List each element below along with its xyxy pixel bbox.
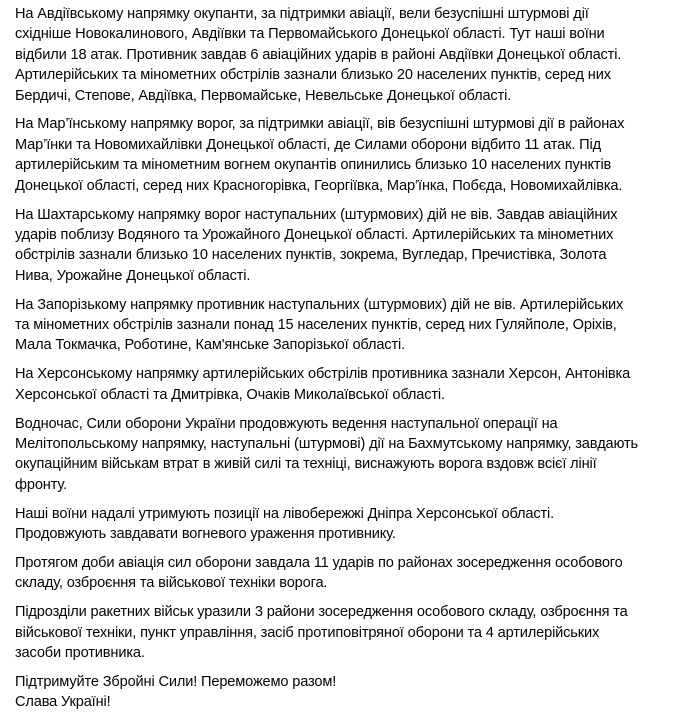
paragraph-line: Наші воїни надалі утримують позиції на лівобережжі Дніпра Херсонської області. (15, 505, 555, 522)
paragraph-line: Донецької області, серед них Красногорівка, Георгіївка, Мар’їнка, Побєда, Новомихайлівка. (15, 177, 623, 194)
post-paragraph (15, 414, 675, 496)
paragraph-line: окупаційним військам втрат в живій силі та техніці, виснажують ворога вздовж всієї лінії (15, 456, 597, 473)
post-paragraph (15, 504, 675, 545)
paragraph-line: засоби противника. (15, 644, 145, 661)
paragraph-line: Підтримуйте Збройні Сили! Переможемо разом! (15, 673, 337, 690)
paragraph-line: ударів поблизу Водяного та Урожайного Донецької області. Артилерійських та мінометних (15, 226, 614, 243)
paragraph-line: На Мар’їнському напрямку ворог, за підтримки авіації, вів безуспішні штурмові дії в районах (15, 116, 625, 133)
paragraph-line: На Шахтарському напрямку ворог наступальних (штурмових) дій не вів. Завдав авіаційних (15, 206, 618, 223)
paragraph-line: На Запорізькому напрямку противник наступальних (штурмових) дій не вів. Артилерійських (15, 296, 624, 313)
paragraph-line: Херсонської області та Дмитрівка, Очаків Миколаївської області. (15, 386, 445, 403)
paragraph-line: східніше Новокалинового, Авдіївки та Первомайського Донецької області. Тут наші воїни (15, 26, 605, 43)
post-paragraph (15, 205, 675, 287)
paragraph-line: та мінометних обстрілів зазнали понад 15 населених пунктів, серед них Гуляйполе, Оріхів, (15, 316, 617, 333)
paragraph-line: Продовжують завдавати вогневого ураження противнику. (15, 525, 396, 542)
paragraph-line: відбили 18 атак. Противник завдав 6 авіаційних ударів в районі Авдіївки Донецької області. (15, 46, 622, 63)
post-paragraph (15, 4, 675, 106)
paragraph-line: Мелітопольському напрямку, наступальні (штурмові) дії на Бахмутському напрямку, завдають (15, 435, 638, 452)
paragraph-line: Бердичі, Степове, Авдіївка, Первомайське, Невельське Донецької області. (15, 87, 512, 104)
paragraph-line: військової техніки, пункт управління, засіб протиповітряної оборони та 4 артилерійських (15, 624, 600, 641)
paragraph-line: артилерійським та мінометним вогнем окупантів опинились близько 10 населених пунктів (15, 157, 612, 174)
paragraph-line: складу, озброєння та військової техніки ворога. (15, 575, 328, 592)
paragraph-line: фронту. (15, 476, 67, 493)
post-paragraph (15, 602, 675, 663)
paragraph-line: Нива, Урожайне Донецької області. (15, 267, 251, 284)
paragraph-line: Водночас, Сили оборони України продовжують ведення наступальної операції на (15, 415, 558, 432)
paragraph-line: Артилерійських та мінометних обстрілів зазнали близько 20 населених пунктів, серед них (15, 67, 611, 84)
post-paragraph (15, 114, 675, 196)
post-paragraph (15, 364, 675, 405)
paragraph-line: Протягом доби авіація сил оборони завдала 11 ударів по районах зосередження особового (15, 554, 623, 571)
post-paragraph (15, 295, 675, 356)
paragraph-line: обстрілів зазнали близько 10 населених пунктів, зокрема, Вугледар, Пречистівка, Золота (15, 247, 607, 264)
paragraph-line: Мала Токмачка, Роботине, Кам'янське Запорізької області. (15, 337, 405, 354)
paragraph-line: На Авдіївському напрямку окупанти, за підтримки авіації, вели безуспішні штурмові дії (15, 6, 589, 22)
paragraph-line: Слава Україні! (15, 694, 111, 711)
post-paragraph (15, 672, 675, 713)
paragraph-line: Підрозділи ракетних військ уразили 3 райони зосередження особового складу, озброєння та (15, 604, 628, 621)
paragraph-line: Мар’їнки та Новомихайлівки Донецької області, де Силами оборони відбито 11 атак. Під (15, 136, 601, 153)
paragraph-line: На Херсонському напрямку артилерійських обстрілів противника зазнали Херсон, Антонівка (15, 366, 631, 383)
post-paragraph (15, 553, 675, 594)
